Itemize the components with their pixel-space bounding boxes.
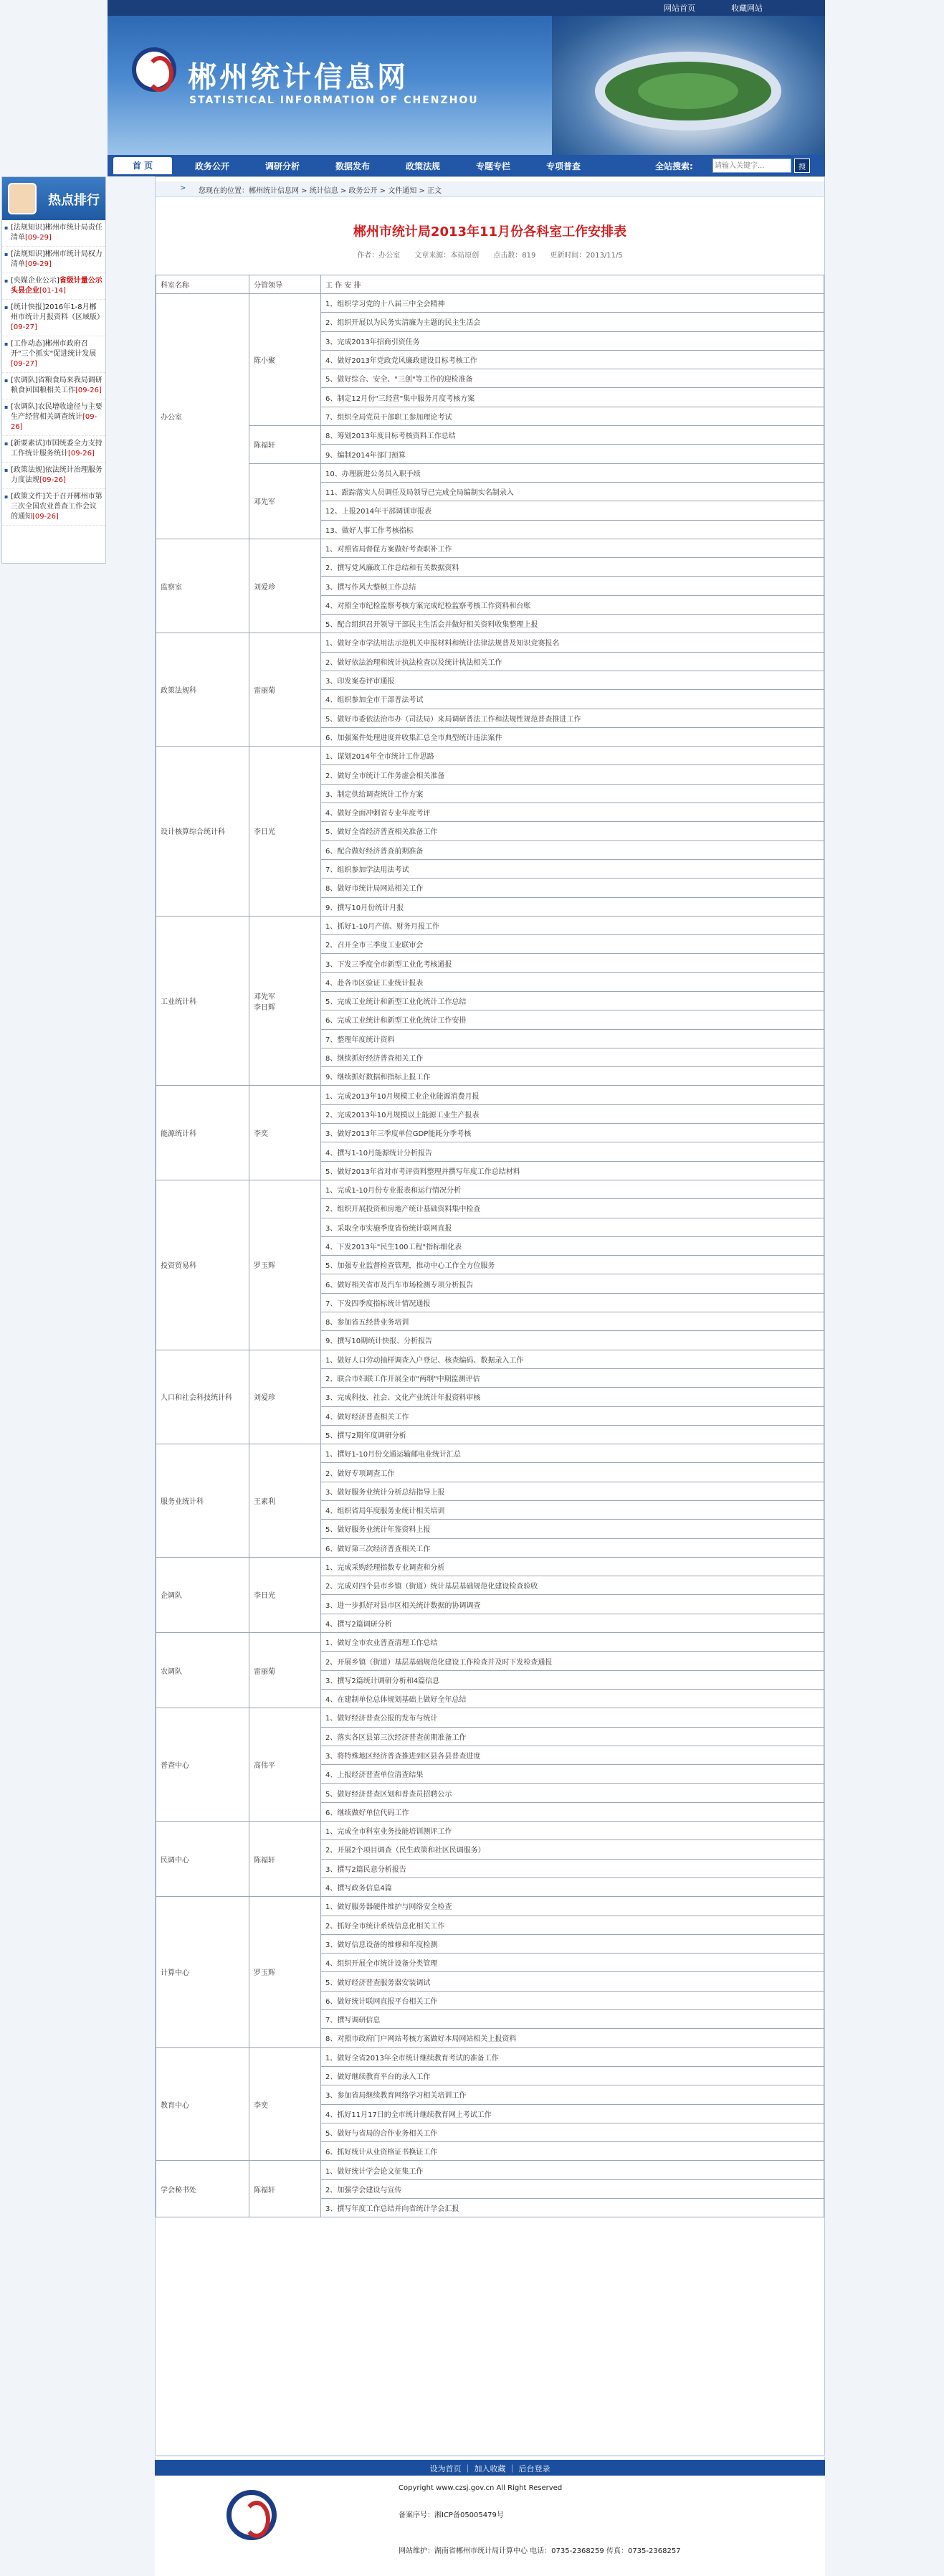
sidebar-item[interactable] — [2, 489, 105, 526]
work-item: 9、继续抓好数据和指标上报工作 — [321, 1067, 824, 1086]
sidebar-item-highlight[interactable]: 省级计量公示头县企业 — [11, 277, 102, 295]
leader-name: 雷丽菊 — [249, 1633, 321, 1708]
sidebar-item-date: [09-26] — [32, 513, 59, 521]
leader-name: 李奕 — [249, 2047, 321, 2161]
leader-name: 罗玉辉 — [249, 1897, 321, 2047]
work-item: 4、撰写1-10月能源统计分析报告 — [321, 1142, 824, 1161]
work-item: 5、做好服务业统计年鉴资料上报 — [321, 1520, 824, 1538]
work-item: 2、加强学会建设与宣传 — [321, 2179, 824, 2198]
work-item: 6、制定12月份"三经营"集中服务月度考核方案 — [321, 388, 824, 407]
table-row — [156, 1897, 824, 1916]
sidebar-item[interactable] — [2, 247, 105, 273]
work-item: 2、组织开展投资和房地产统计基础资料集中检查 — [321, 1199, 824, 1218]
work-item: 2、撰写党风廉政工作总结和有关数据资料 — [321, 558, 824, 577]
work-item: 5、配合组织召开领导干部民主生活会并做好相关资料收集整理上报 — [321, 615, 824, 633]
work-item: 1、做好经济普查公报的发布与统计 — [321, 1708, 824, 1727]
table-row — [156, 1633, 824, 1652]
work-item: 1、组织学习党的十八届三中全会精神 — [321, 294, 824, 313]
sidebar-item-text[interactable]: [法规知识]郴州市统计局责任清单 — [11, 224, 102, 242]
article-panel — [155, 176, 825, 2456]
sidebar-item[interactable] — [2, 436, 105, 463]
sidebar-item-text[interactable]: [政策文件]关于召开郴州市第三次全国农业普查工作会议的通知 — [11, 493, 102, 521]
work-item: 2、联合市妇联工作开展全市"两纲"中期监测评估 — [321, 1368, 824, 1387]
sidebar-item[interactable] — [2, 220, 105, 247]
work-item: 5、做好与省局的合作业务相关工作 — [321, 2123, 824, 2141]
breadcrumb-text[interactable]: 您现在的位置：郴州统计信息网 > 统计信息 > 政务公开 > 文件通知 > 正文 — [199, 187, 442, 195]
work-item: 4、下发2013年"民生100工程"指标细化表 — [321, 1236, 824, 1255]
leader-name: 陈福轩 — [249, 2161, 321, 2217]
dept-name: 能源统计科 — [156, 1086, 249, 1180]
col-dept: 科室名称 — [156, 275, 249, 294]
sidebar-item[interactable] — [2, 373, 105, 399]
home-link[interactable]: 网站首页 — [664, 4, 695, 13]
work-item: 2、开展2个项目调查（民生政策和社区民调服务） — [321, 1840, 824, 1859]
sidebar-list — [2, 220, 105, 526]
site-footer — [155, 2476, 825, 2576]
work-item: 10、办理新进公务员入职手续 — [321, 463, 824, 482]
sidebar-item-date: [09-26] — [39, 476, 66, 484]
footer-logo-icon — [227, 2490, 277, 2540]
work-item: 1、完成1-10月份专业报表和运行情况分析 — [321, 1180, 824, 1198]
dept-name: 企调队 — [156, 1557, 249, 1632]
site-title: 郴州统计信息网 — [188, 61, 409, 94]
copyright: Copyright www.czsj.gov.cn All Right Reserved — [399, 2484, 563, 2492]
table-row — [156, 916, 824, 934]
sidebar-item-text[interactable]: [新要素试]市国统委全力支持工作统计服务统计 — [11, 440, 102, 458]
work-item: 4、做好2013年党政党风廉政建设目标考核工作 — [321, 350, 824, 369]
work-item: 8、筹划2013年度目标考核资料工作总结 — [321, 426, 824, 445]
sidebar-item-date: [09-27] — [11, 323, 37, 331]
work-item: 4、赴各市区验证工业统计报表 — [321, 972, 824, 991]
table-row — [156, 1086, 824, 1104]
leader-name: 刘爱珍 — [249, 539, 321, 633]
work-item: 3、进一步抓好对县市区相关统计数据的协调调查 — [321, 1595, 824, 1614]
table-row — [156, 1822, 824, 1840]
work-item: 2、做好专项调查工作 — [321, 1463, 824, 1482]
sidebar-item-date: [01-14] — [39, 287, 66, 295]
work-item: 5、做好经济普查区划和普查员招聘公示 — [321, 1784, 824, 1802]
work-item: 5、撰写2期年度调研分析 — [321, 1425, 824, 1444]
work-item: 2、做好全市统计工作务虚会相关准备 — [321, 765, 824, 784]
work-item: 1、完成2013年10月规模工业企业能源消费月报 — [321, 1086, 824, 1104]
work-item: 1、对照省局督促方案做好考查职补工作 — [321, 539, 824, 557]
sidebar-item[interactable] — [2, 300, 105, 336]
sidebar-item[interactable] — [2, 336, 105, 373]
dept-name: 教育中心 — [156, 2047, 249, 2161]
work-item: 4、组织开展全市统计设备分类管理 — [321, 1954, 824, 1972]
nav-gov-affairs[interactable]: 政务公开 — [195, 161, 230, 171]
work-item: 5、做好综合、安全、"三创"等工作的迎检准备 — [321, 369, 824, 388]
sidebar-title: 热点排行 — [48, 193, 100, 208]
article-title: 郴州市统计局2013年11月份各科室工作安排表 — [353, 224, 627, 240]
work-item: 1、完成全市科室业务技能培训测评工作 — [321, 1822, 824, 1840]
table-row — [156, 1557, 824, 1576]
work-item: 4、在建制单位总体规划基础上做好全年总结 — [321, 1689, 824, 1708]
leader-name: 王素利 — [249, 1444, 321, 1558]
sidebar-header — [2, 177, 105, 220]
icp-number: 备案序号：湘ICP备05005479号 — [399, 2511, 504, 2519]
work-item: 3、撰写2篇统计调研分析和4篇信息 — [321, 1670, 824, 1689]
schedule-table — [156, 275, 824, 2217]
table-body — [156, 294, 824, 2217]
work-item: 8、继续抓好经济普查相关工作 — [321, 1048, 824, 1066]
avatar-icon — [8, 183, 37, 214]
leader-name: 罗玉辉 — [249, 1180, 321, 1350]
work-item: 2、做好继续教育平台的录入工作 — [321, 2066, 824, 2085]
work-item: 4、撰写2篇调研分析 — [321, 1614, 824, 1632]
work-item: 1、谋划2014年全市统计工作思路 — [321, 747, 824, 765]
dept-name: 人口和社会科技统计科 — [156, 1350, 249, 1444]
work-item: 7、组织参加学法用法考试 — [321, 859, 824, 878]
nav-policy[interactable]: 政策法规 — [406, 161, 441, 171]
work-item: 2、做好依法治理和统计执法检查以及统计执法相关工作 — [321, 652, 824, 671]
work-item: 4、抓好11月17日的全市统计继续教育网上考试工作 — [321, 2104, 824, 2123]
dept-name: 工业统计科 — [156, 916, 249, 1086]
work-item: 4、上报经济普查单位清查结果 — [321, 1765, 824, 1784]
sidebar-item-date: [09-26] — [11, 413, 97, 431]
work-item: 9、撰写10期统计快报、分析报告 — [321, 1331, 824, 1350]
dept-name: 普查中心 — [156, 1708, 249, 1822]
dept-name: 投资贸易科 — [156, 1180, 249, 1350]
work-item: 3、将特殊地区经济普查推进到区县各县普查进度 — [321, 1746, 824, 1764]
work-item: 6、抓好统计从业资格证书换证工作 — [321, 2142, 824, 2161]
work-item: 5、加强专业监督检查管理，推动中心工作全方位服务 — [321, 1256, 824, 1274]
sidebar-item-text[interactable]: [政策法规]依法统计治理服务力度法规 — [11, 466, 102, 484]
sidebar-item-text[interactable]: [工作动态]郴州市政府召开"三个抓实"促进统计发展 — [11, 340, 97, 358]
nav-topics[interactable]: 专题专栏 — [476, 161, 511, 171]
table-row — [156, 426, 824, 445]
work-item: 1、做好全市农业普查清理工作总结 — [321, 1633, 824, 1652]
dept-name: 学会秘书处 — [156, 2161, 249, 2217]
schedule-table-wrap — [156, 275, 824, 2217]
work-item: 3、完成2013年招商引资任务 — [321, 331, 824, 350]
work-item: 12、上报2014年干部调训审报表 — [321, 501, 824, 520]
work-item: 3、撰写作风大整顿工作总结 — [321, 577, 824, 595]
work-item: 3、做好服务业统计分析总结指导上报 — [321, 1482, 824, 1500]
stadium-image — [552, 16, 825, 155]
work-item: 7、组织全局党员干部职工参加理论考试 — [321, 407, 824, 425]
work-item: 6、完成工业统计和新型工业化统计工作安排 — [321, 1010, 824, 1029]
work-item: 8、对照市政府门户网站考核方案做好本局网站相关上报资料 — [321, 2029, 824, 2047]
search-label: 全站搜索: — [655, 161, 693, 171]
table-row — [156, 1180, 824, 1198]
hot-ranking-sidebar — [1, 176, 106, 564]
sidebar-item-text[interactable]: [农调队]省粮食局来我局调研粮食回国粮相关工作 — [11, 377, 102, 394]
dept-name: 政策法规科 — [156, 633, 249, 747]
table-row — [156, 747, 824, 765]
dept-name: 农调队 — [156, 1633, 249, 1708]
work-item: 2、开展乡镇（街道）基层基础规范化建设工作检查并及时下发检查通报 — [321, 1652, 824, 1670]
work-item: 4、做好经济普查相关工作 — [321, 1406, 824, 1425]
site-subtitle: STATISTICAL INFORMATION OF CHENZHOU — [189, 95, 479, 106]
work-item: 6、继续做好单位代码工作 — [321, 1802, 824, 1821]
table-row — [156, 463, 824, 482]
work-item: 1、做好统计学会论文征集工作 — [321, 2161, 824, 2179]
leader-name: 刘爱珍 — [249, 1350, 321, 1444]
col-leader: 分管领导 — [249, 275, 321, 294]
work-item: 1、做好服务器硬件维护与网络安全检查 — [321, 1897, 824, 1916]
work-item: 2、落实各区县第三次经济普查前期准备工作 — [321, 1727, 824, 1746]
work-item: 1、做好人口劳动抽样调查入户登记、核查编码、数据录入工作 — [321, 1350, 824, 1368]
work-item: 8、参加省五经普业务培训 — [321, 1312, 824, 1331]
work-item: 3、印发案卷评审通报 — [321, 671, 824, 689]
nav-home[interactable]: 首 页 — [113, 157, 172, 174]
leader-name: 高伟平 — [249, 1708, 321, 1822]
work-item: 13、做好人事工作考核指标 — [321, 520, 824, 539]
col-work: 工 作 安 排 — [321, 275, 824, 294]
work-item: 5、做好市委依法治市办（司法局）来局调研普法工作和法规性规范普查推进工作 — [321, 709, 824, 727]
sidebar-item[interactable] — [2, 463, 105, 489]
dept-name: 监察室 — [156, 539, 249, 633]
work-item: 4、撰写政务信息4篇 — [321, 1877, 824, 1896]
sidebar-item-date: [09-27] — [11, 360, 37, 368]
work-item: 1、抓好1-10月产值、财务月报工作 — [321, 916, 824, 934]
table-row — [156, 539, 824, 557]
work-item: 3、撰写年度工作总结并向省统计学会汇报 — [321, 2198, 824, 2217]
leader-name: 陈小聚 — [249, 294, 321, 426]
work-item: 4、组织省局年度服务业统计相关培训 — [321, 1501, 824, 1520]
work-item: 3、做好2013年三季度单位GDP能耗分季考核 — [321, 1124, 824, 1142]
table-row — [156, 294, 824, 313]
table-row — [156, 1708, 824, 1727]
sidebar-item-text[interactable]: [农调队]农民增收途径与主要生产经营相关调查统计 — [11, 403, 102, 421]
work-item: 6、做好相关省市及汽车市场检测专项分析报告 — [321, 1274, 824, 1293]
table-row — [156, 633, 824, 652]
work-item: 11、跟踪落实人员调任及局领导已完成全局编制实名制录入 — [321, 482, 824, 501]
favorite-link[interactable]: 收藏网站 — [731, 4, 763, 13]
work-item: 5、做好经济普查服务器安装调试 — [321, 1972, 824, 1991]
work-item: 4、对照全市纪检监察考核方案完成纪检监察考核工作资料和台账 — [321, 595, 824, 614]
work-item: 9、编制2014年部门预算 — [321, 445, 824, 463]
sidebar-item-date: [09-29] — [25, 260, 52, 268]
leader-name: 陈福轩 — [249, 426, 321, 464]
work-item: 3、做好信息设备的维修和年度检测 — [321, 1934, 824, 1953]
work-item: 1、撰好1-10月份交通运输邮电业统计汇总 — [321, 1444, 824, 1463]
dept-name: 办公室 — [156, 294, 249, 539]
sidebar-item[interactable] — [2, 399, 105, 436]
work-item: 6、加强案件处理进度并收集汇总全市典型统计违法案件 — [321, 727, 824, 746]
work-item: 4、做好全面冲刺省专业年度考评 — [321, 803, 824, 822]
work-item: 4、组织参加全市干部普法考试 — [321, 690, 824, 709]
work-item: 3、下发三季度全市新型工业化考核通报 — [321, 954, 824, 972]
table-row — [156, 2161, 824, 2179]
work-item: 1、做好全市学法用法示范机关申报材料和统计法律法规普及知识竞赛报名 — [321, 633, 824, 652]
dept-name: 服务业统计科 — [156, 1444, 249, 1558]
sidebar-item-text[interactable]: [央媒企业公示] — [11, 277, 59, 285]
work-item: 7、下发四季度指标统计情况通报 — [321, 1293, 824, 1312]
table-header-row — [156, 275, 824, 294]
sidebar-item-date: [09-26] — [75, 387, 102, 394]
sidebar-item[interactable] — [2, 273, 105, 300]
leader-name: 雷丽菊 — [249, 633, 321, 747]
dept-name: 设计核算综合统计科 — [156, 747, 249, 917]
work-item: 3、完成科技、社会、文化产业统计年报资料审核 — [321, 1388, 824, 1406]
leader-name: 陈福轩 — [249, 1822, 321, 1897]
work-item: 1、做好全省2013年全市统计继续教育考试的准备工作 — [321, 2047, 824, 2066]
sidebar-item-text[interactable]: [法规知识]郴州市统计局权力清单 — [11, 250, 102, 268]
work-item: 7、撰写调研信息 — [321, 2010, 824, 2029]
site-logo-icon — [132, 47, 176, 92]
nav-data-release[interactable]: 数据发布 — [335, 161, 371, 171]
site-header — [108, 0, 825, 155]
table-row — [156, 1350, 824, 1368]
search-button[interactable]: 搜 — [794, 158, 810, 173]
work-item: 7、整理年度统计资料 — [321, 1029, 824, 1048]
leader-name: 邓先军 — [249, 463, 321, 539]
sidebar-item-date: [09-26] — [68, 450, 95, 458]
search-input[interactable] — [712, 158, 791, 173]
breadcrumb — [156, 181, 824, 197]
work-item: 6、配合做好经济普查前期准备 — [321, 840, 824, 859]
work-item: 6、做好第三次经济普查相关工作 — [321, 1538, 824, 1557]
nav-census[interactable]: 专项普查 — [546, 161, 581, 171]
work-item: 2、抓好全市统计系统信息化相关工作 — [321, 1916, 824, 1934]
dept-name: 民调中心 — [156, 1822, 249, 1897]
work-item: 5、完成工业统计和新型工业化统计工作总结 — [321, 991, 824, 1010]
work-item: 2、完成对四个县市乡镇（街道）统计基层基础规范化建设检查验收 — [321, 1576, 824, 1595]
work-item: 3、制定供给调查统计工作方案 — [321, 784, 824, 802]
work-item: 6、做好统计联网直报平台相关工作 — [321, 1991, 824, 2009]
work-item: 9、撰写10月份统计月报 — [321, 897, 824, 916]
dept-name: 计算中心 — [156, 1897, 249, 2047]
work-item: 2、组织开展以为民务实清廉为主题的民主生活会 — [321, 313, 824, 331]
footer-links[interactable]: 设为首页 ｜ 加入收藏 ｜ 后台登录 — [429, 2464, 550, 2473]
work-item: 5、做好全省经济普查相关准备工作 — [321, 822, 824, 840]
sidebar-item-text[interactable]: [统计快报]2016年1-8月郴州市统计月报资料（区域版） — [11, 303, 104, 321]
leader-name: 邓先军 李日辉 — [249, 916, 321, 1086]
table-row — [156, 1444, 824, 1463]
work-item: 2、召开全市三季度工业联审会 — [321, 935, 824, 954]
work-item: 8、做好市统计局网站相关工作 — [321, 879, 824, 897]
leader-name: 李日光 — [249, 747, 321, 917]
article-meta: 作者：办公室 文章来源：本站原创 点击数：819 更新时间：2013/11/5 — [357, 252, 623, 260]
leader-name: 李日光 — [249, 1557, 321, 1632]
nav-research[interactable]: 调研分析 — [265, 161, 300, 171]
work-item: 5、做好2013年省对市考评资料整理并撰写年度工作总结材料 — [321, 1161, 824, 1180]
contact-info: 网站维护：湖南省郴州市统计局计算中心 电话：0735-2368259 传真：0735-2368257 — [399, 2547, 681, 2555]
work-item: 1、完成采购经理指数专业调查和分析 — [321, 1557, 824, 1576]
footer-nav — [155, 2460, 825, 2476]
leader-name: 李奕 — [249, 1086, 321, 1180]
table-row — [156, 2047, 824, 2066]
work-item: 3、撰写2篇民意分析报告 — [321, 1859, 824, 1877]
top-bar — [108, 0, 825, 16]
work-item: 3、采取全市实施季度省份统计联网直报 — [321, 1218, 824, 1236]
work-item: 2、完成2013年10月规模以上能源工业生产报表 — [321, 1104, 824, 1123]
arrow-icon: > — [180, 184, 186, 192]
main-nav — [108, 155, 825, 176]
sidebar-item-date: [09-29] — [25, 234, 52, 242]
work-item: 3、参加省局继续教育网络学习相关培训工作 — [321, 2085, 824, 2104]
